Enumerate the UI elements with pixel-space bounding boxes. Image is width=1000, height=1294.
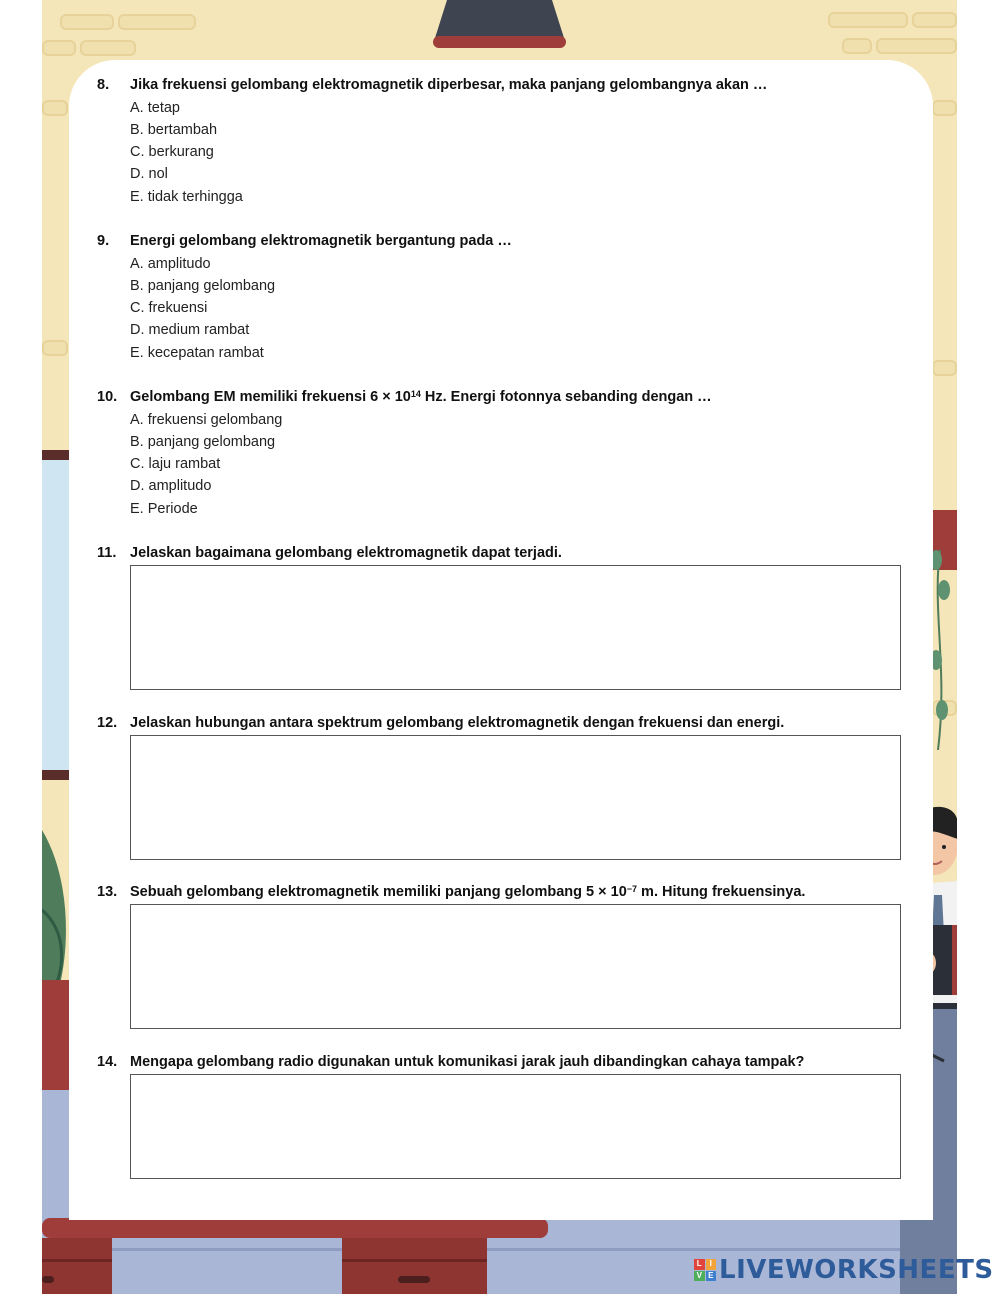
answer-box-14[interactable] [130, 1074, 901, 1179]
wall-brick [932, 100, 957, 116]
option-9c[interactable]: C. frekuensi [130, 300, 208, 316]
ceiling-lamp [433, 0, 566, 48]
wall-brick [42, 40, 76, 56]
liveworksheets-logo-icon: L I V E [694, 1259, 716, 1281]
question-12: 12. Jelaskan hubungan antara spektrum gelombang elektromagnetik dengan frekuensi dan energi. [97, 715, 785, 731]
option-8e[interactable]: E. tidak terhingga [130, 189, 243, 205]
option-8a[interactable]: A. tetap [130, 100, 180, 116]
question-10: 10. Gelombang EM memiliki frekuensi $6 \times 10^{14}$ Hz. Energi fotonnya sebanding dengan … [97, 389, 712, 405]
option-10a[interactable]: A. frekuensi gelombang [130, 412, 283, 428]
question-text: Mengapa gelombang radio digunakan untuk komunikasi jarak jauh dibandingkan cahaya tampak? [130, 1054, 805, 1070]
wall-brick [42, 100, 68, 116]
desk-handle [398, 1276, 430, 1283]
question-text: Jelaskan hubungan antara spektrum gelombang elektromagnetik dengan frekuensi dan energi. [130, 715, 785, 731]
option-9a[interactable]: A. amplitudo [130, 256, 211, 272]
desk-line [42, 1259, 112, 1262]
option-10c[interactable]: C. laju rambat [130, 456, 221, 472]
option-8d[interactable]: D. nol [130, 166, 168, 182]
desk-handle [42, 1276, 54, 1283]
option-10e[interactable]: E. Periode [130, 501, 198, 517]
option-9e[interactable]: E. kecepatan rambat [130, 345, 264, 361]
exponent: 14 [410, 389, 421, 399]
wall-brick [828, 12, 908, 28]
exponent: −7 [626, 884, 638, 894]
desk-line [342, 1259, 487, 1262]
question-9: 9. Energi gelombang elektromagnetik bergantung pada … [97, 233, 512, 249]
wall-brick [118, 14, 196, 30]
desk-drawer [42, 1238, 112, 1294]
option-10b[interactable]: B. panjang gelombang [130, 434, 276, 450]
wall-brick [60, 14, 114, 30]
answer-box-12[interactable] [130, 735, 901, 860]
question-text: Jika frekuensi gelombang elektromagnetik diperbesar, maka panjang gelombangnya akan … [130, 77, 768, 93]
question-text-after: m. Hitung frekuensinya. [637, 884, 806, 900]
brand-name: LIVEWORKSHEETS [719, 1255, 994, 1285]
wall-brick [842, 38, 872, 54]
liveworksheets-brand[interactable] [694, 1256, 994, 1284]
option-10d[interactable]: D. amplitudo [130, 478, 212, 494]
option-9d[interactable]: D. medium rambat [130, 322, 250, 338]
answer-box-13[interactable] [130, 904, 901, 1029]
question-13: 13. Sebuah gelombang elektromagnetik memiliki panjang gelombang $5 \times 10^{-7}$ m. Hitung frekuensinya. [97, 884, 806, 900]
option-9b[interactable]: B. panjang gelombang [130, 278, 276, 294]
question-14: 14. Mengapa gelombang radio digunakan untuk komunikasi jarak jauh dibandingkan cahaya tampak? [97, 1054, 805, 1070]
wall-brick [80, 40, 136, 56]
wall-brick [932, 360, 957, 376]
wall-brick [876, 38, 957, 54]
desk-drawer [342, 1238, 487, 1294]
question-text: Energi gelombang elektromagnetik bergantung pada … [130, 233, 512, 249]
wall-brick [42, 340, 68, 356]
question-11: 11. Jelaskan bagaimana gelombang elektromagnetik dapat terjadi. [97, 545, 562, 561]
question-text-before: Sebuah gelombang elektromagnetik memiliki panjang gelombang 5 × 10 [130, 884, 627, 900]
floor-line [42, 1248, 957, 1251]
question-8: 8. Jika frekuensi gelombang elektromagnetik diperbesar, maka panjang gelombangnya akan … [97, 77, 768, 93]
option-8b[interactable]: B. bertambah [130, 122, 218, 138]
question-text-before: Gelombang EM memiliki frekuensi 6 × 10 [130, 389, 411, 405]
wall-brick [912, 12, 957, 28]
window [42, 450, 70, 780]
question-text: Jelaskan bagaimana gelombang elektromagnetik dapat terjadi. [130, 545, 562, 561]
question-text-after: Hz. Energi fotonnya sebanding dengan … [420, 389, 712, 405]
option-8c[interactable]: C. berkurang [130, 144, 214, 160]
answer-box-11[interactable] [130, 565, 901, 690]
